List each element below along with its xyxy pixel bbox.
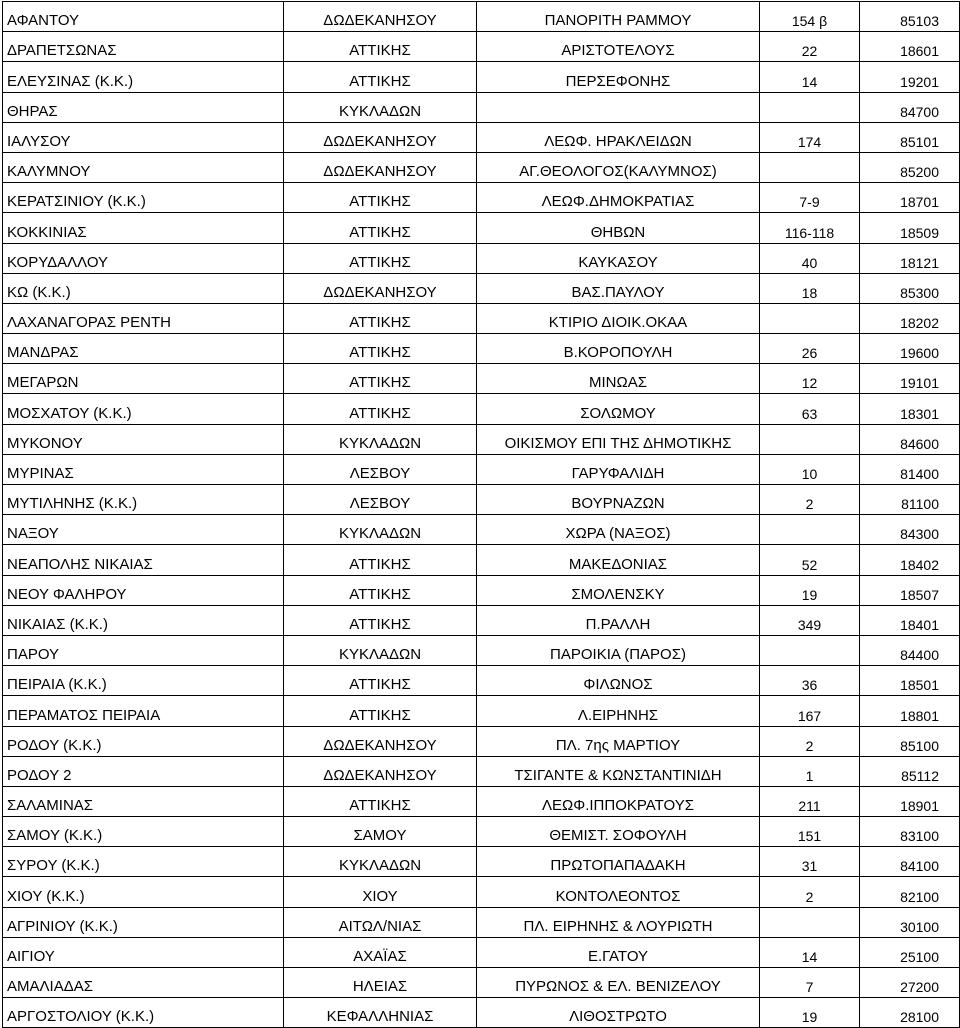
cell-prefecture: ΑΤΤΙΚΗΣ: [284, 605, 477, 635]
cell-street: ΣΜΟΛΕΝΣΚΥ: [477, 575, 760, 605]
cell-zip: 18601: [860, 32, 960, 62]
cell-street: ΒΟΥΡΝΑΖΩΝ: [477, 485, 760, 515]
cell-number: [760, 515, 860, 545]
table-row: [3, 273, 960, 303]
table-row: [3, 726, 960, 756]
cell-street: ΛΕΩΦ.ΔΗΜΟΚΡΑΤΙΑΣ: [477, 183, 760, 213]
cell-zip: 85112: [860, 756, 960, 786]
cell-prefecture: ΑΤΤΙΚΗΣ: [284, 243, 477, 273]
cell-number: 2: [760, 485, 860, 515]
cell-prefecture: ΚΕΦΑΛΛΗΝΙΑΣ: [284, 998, 477, 1028]
cell-street: ΠΕΡΣΕΦΟΝΗΣ: [477, 62, 760, 92]
cell-street: ΚΑΥΚΑΣΟΥ: [477, 243, 760, 273]
cell-zip: 18801: [860, 696, 960, 726]
cell-street: ΜΙΝΩΑΣ: [477, 364, 760, 394]
cell-area: ΝΕΑΠΟΛΗΣ ΝΙΚΑΙΑΣ: [3, 545, 284, 575]
cell-number: 2: [760, 726, 860, 756]
cell-zip: 84700: [860, 92, 960, 122]
cell-number: 31: [760, 847, 860, 877]
cell-zip: 85300: [860, 273, 960, 303]
cell-street: ΤΣΙΓΑΝΤΕ & ΚΩΝΣΤΑΝΤΙΝΙΔΗ: [477, 756, 760, 786]
cell-zip: 84600: [860, 424, 960, 454]
cell-number: 12: [760, 364, 860, 394]
cell-area: ΜΑΝΔΡΑΣ: [3, 334, 284, 364]
table-row: [3, 666, 960, 696]
table-row: [3, 424, 960, 454]
table-row: [3, 122, 960, 152]
cell-zip: 18301: [860, 394, 960, 424]
cell-prefecture: ΧΙΟΥ: [284, 877, 477, 907]
cell-zip: 18509: [860, 213, 960, 243]
table-row: [3, 907, 960, 937]
cell-street: ΘΗΒΩΝ: [477, 213, 760, 243]
cell-area: ΡΟΔΟΥ (Κ.Κ.): [3, 726, 284, 756]
cell-prefecture: ΚΥΚΛΑΔΩΝ: [284, 635, 477, 665]
cell-number: [760, 424, 860, 454]
cell-number: [760, 152, 860, 182]
table-row: [3, 334, 960, 364]
cell-zip: 19201: [860, 62, 960, 92]
cell-prefecture: ΑΤΤΙΚΗΣ: [284, 62, 477, 92]
cell-street: ΠΑΝΟΡΙΤΗ ΡΑΜΜΟΥ: [477, 2, 760, 32]
cell-area: ΕΛΕΥΣΙΝΑΣ (Κ.Κ.): [3, 62, 284, 92]
cell-street: ΟΙΚΙΣΜΟΥ ΕΠΙ ΤΗΣ ΔΗΜΟΤΙΚΗΣ: [477, 424, 760, 454]
table-row: [3, 545, 960, 575]
cell-zip: 84400: [860, 635, 960, 665]
cell-street: ΘΕΜΙΣΤ. ΣΟΦΟΥΛΗ: [477, 817, 760, 847]
cell-prefecture: ΑΤΤΙΚΗΣ: [284, 545, 477, 575]
cell-number: [760, 635, 860, 665]
cell-area: ΣΑΛΑΜΙΝΑΣ: [3, 786, 284, 816]
cell-number: 10: [760, 454, 860, 484]
cell-prefecture: ΑΤΤΙΚΗΣ: [284, 666, 477, 696]
cell-number: 116-118: [760, 213, 860, 243]
cell-prefecture: ΛΕΣΒΟΥ: [284, 454, 477, 484]
cell-street: ΚΟΝΤΟΛΕΟΝΤΟΣ: [477, 877, 760, 907]
cell-number: 19: [760, 998, 860, 1028]
cell-street: ΠΡΩΤΟΠΑΠΑΔΑΚΗ: [477, 847, 760, 877]
cell-zip: 85101: [860, 122, 960, 152]
cell-number: 1: [760, 756, 860, 786]
cell-area: ΝΕΟΥ ΦΑΛΗΡΟΥ: [3, 575, 284, 605]
cell-area: ΚΑΛΥΜΝΟΥ: [3, 152, 284, 182]
cell-area: ΛΑΧΑΝΑΓΟΡΑΣ ΡΕΝΤΗ: [3, 303, 284, 333]
cell-zip: 18901: [860, 786, 960, 816]
cell-number: 22: [760, 32, 860, 62]
cell-street: ΠΛ. 7ης ΜΑΡΤΙΟΥ: [477, 726, 760, 756]
cell-prefecture: ΑΤΤΙΚΗΣ: [284, 394, 477, 424]
cell-zip: 84100: [860, 847, 960, 877]
cell-street: ΜΑΚΕΔΟΝΙΑΣ: [477, 545, 760, 575]
cell-zip: 83100: [860, 817, 960, 847]
cell-street: ΛΕΩΦ.ΙΠΠΟΚΡΑΤΟΥΣ: [477, 786, 760, 816]
table-row: [3, 968, 960, 998]
cell-prefecture: ΣΑΜΟΥ: [284, 817, 477, 847]
table-row: [3, 152, 960, 182]
cell-area: ΝΑΞΟΥ: [3, 515, 284, 545]
cell-street: Ε.ΓΑΤΟΥ: [477, 937, 760, 967]
cell-zip: 18501: [860, 666, 960, 696]
table-row: [3, 605, 960, 635]
cell-number: 349: [760, 605, 860, 635]
cell-prefecture: ΑΤΤΙΚΗΣ: [284, 334, 477, 364]
cell-prefecture: ΚΥΚΛΑΔΩΝ: [284, 92, 477, 122]
cell-prefecture: ΛΕΣΒΟΥ: [284, 485, 477, 515]
cell-prefecture: ΔΩΔΕΚΑΝΗΣΟΥ: [284, 152, 477, 182]
cell-street: ΠΥΡΩΝΟΣ & ΕΛ. ΒΕΝΙΖΕΛΟΥ: [477, 968, 760, 998]
cell-zip: 19101: [860, 364, 960, 394]
table-row: [3, 515, 960, 545]
cell-number: 211: [760, 786, 860, 816]
cell-prefecture: ΑΤΤΙΚΗΣ: [284, 303, 477, 333]
cell-street: ΠΑΡΟΙΚΙΑ (ΠΑΡΟΣ): [477, 635, 760, 665]
cell-area: ΜΥΤΙΛΗΝΗΣ (Κ.Κ.): [3, 485, 284, 515]
cell-prefecture: ΑΤΤΙΚΗΣ: [284, 696, 477, 726]
cell-area: ΜΕΓΑΡΩΝ: [3, 364, 284, 394]
cell-number: 7-9: [760, 183, 860, 213]
cell-number: [760, 303, 860, 333]
cell-number: 154 β: [760, 2, 860, 32]
cell-street: ΦΙΛΩΝΟΣ: [477, 666, 760, 696]
cell-area: ΠΑΡΟΥ: [3, 635, 284, 665]
cell-prefecture: ΑΤΤΙΚΗΣ: [284, 575, 477, 605]
cell-number: 40: [760, 243, 860, 273]
cell-number: [760, 92, 860, 122]
cell-zip: 84300: [860, 515, 960, 545]
cell-zip: 18701: [860, 183, 960, 213]
cell-zip: 28100: [860, 998, 960, 1028]
table-row: [3, 213, 960, 243]
cell-area: ΚΟΡΥΔΑΛΛΟΥ: [3, 243, 284, 273]
cell-area: ΘΗΡΑΣ: [3, 92, 284, 122]
cell-number: 151: [760, 817, 860, 847]
cell-prefecture: ΚΥΚΛΑΔΩΝ: [284, 847, 477, 877]
cell-street: ΒΑΣ.ΠΑΥΛΟΥ: [477, 273, 760, 303]
cell-area: ΚΟΚΚΙΝΙΑΣ: [3, 213, 284, 243]
cell-prefecture: ΚΥΚΛΑΔΩΝ: [284, 515, 477, 545]
table-row: [3, 92, 960, 122]
table-row: [3, 817, 960, 847]
cell-area: ΧΙΟΥ (Κ.Κ.): [3, 877, 284, 907]
cell-prefecture: ΑΧΑΪΑΣ: [284, 937, 477, 967]
cell-number: 14: [760, 937, 860, 967]
cell-street: ΛΕΩΦ. ΗΡΑΚΛΕΙΔΩΝ: [477, 122, 760, 152]
cell-zip: 85100: [860, 726, 960, 756]
cell-number: 14: [760, 62, 860, 92]
cell-zip: 27200: [860, 968, 960, 998]
cell-prefecture: ΑΤΤΙΚΗΣ: [284, 183, 477, 213]
cell-area: ΑΜΑΛΙΑΔΑΣ: [3, 968, 284, 998]
cell-area: ΑΓΡΙΝΙΟΥ (Κ.Κ.): [3, 907, 284, 937]
cell-area: ΡΟΔΟΥ 2: [3, 756, 284, 786]
cell-zip: 18121: [860, 243, 960, 273]
cell-zip: 85200: [860, 152, 960, 182]
table-row: [3, 243, 960, 273]
cell-zip: 85103: [860, 2, 960, 32]
cell-number: 36: [760, 666, 860, 696]
cell-street: ΧΩΡΑ (ΝΑΞΟΣ): [477, 515, 760, 545]
table-row: [3, 364, 960, 394]
table-row: [3, 847, 960, 877]
table-row: [3, 32, 960, 62]
table-row: [3, 696, 960, 726]
table-row: [3, 635, 960, 665]
cell-zip: 81100: [860, 485, 960, 515]
cell-prefecture: ΔΩΔΕΚΑΝΗΣΟΥ: [284, 726, 477, 756]
cell-zip: 81400: [860, 454, 960, 484]
cell-area: ΜΥΡΙΝΑΣ: [3, 454, 284, 484]
cell-street: [477, 92, 760, 122]
cell-area: ΑΙΓΙΟΥ: [3, 937, 284, 967]
cell-area: ΙΑΛΥΣΟΥ: [3, 122, 284, 152]
cell-street: ΣΟΛΩΜΟΥ: [477, 394, 760, 424]
cell-area: ΔΡΑΠΕΤΣΩΝΑΣ: [3, 32, 284, 62]
cell-prefecture: ΔΩΔΕΚΑΝΗΣΟΥ: [284, 2, 477, 32]
cell-street: ΛΙΘΟΣΤΡΩΤΟ: [477, 998, 760, 1028]
table-row: [3, 62, 960, 92]
table-row: [3, 756, 960, 786]
table-row: [3, 454, 960, 484]
cell-zip: 18202: [860, 303, 960, 333]
cell-prefecture: ΑΤΤΙΚΗΣ: [284, 364, 477, 394]
cell-area: ΑΦΑΝΤΟΥ: [3, 2, 284, 32]
cell-prefecture: ΑΤΤΙΚΗΣ: [284, 213, 477, 243]
address-table: [2, 1, 960, 1028]
table-row: [3, 998, 960, 1028]
table-row: [3, 937, 960, 967]
cell-number: 26: [760, 334, 860, 364]
table-row: [3, 303, 960, 333]
cell-number: [760, 907, 860, 937]
address-table-body: [3, 2, 960, 1028]
cell-prefecture: ΚΥΚΛΑΔΩΝ: [284, 424, 477, 454]
cell-area: ΚΩ (Κ.Κ.): [3, 273, 284, 303]
cell-zip: 18401: [860, 605, 960, 635]
cell-number: 7: [760, 968, 860, 998]
table-row: [3, 575, 960, 605]
table-row: [3, 2, 960, 32]
cell-number: 167: [760, 696, 860, 726]
cell-street: Β.ΚΟΡΟΠΟΥΛΗ: [477, 334, 760, 364]
table-row: [3, 877, 960, 907]
cell-prefecture: ΔΩΔΕΚΑΝΗΣΟΥ: [284, 273, 477, 303]
cell-number: 2: [760, 877, 860, 907]
cell-street: ΑΓ.ΘΕΟΛΟΓΟΣ(ΚΑΛΥΜΝΟΣ): [477, 152, 760, 182]
cell-number: 63: [760, 394, 860, 424]
cell-area: ΣΑΜΟΥ (Κ.Κ.): [3, 817, 284, 847]
cell-area: ΠΕΡΑΜΑΤΟΣ ΠΕΙΡΑΙΑ: [3, 696, 284, 726]
cell-prefecture: ΑΤΤΙΚΗΣ: [284, 786, 477, 816]
cell-street: ΚΤΙΡΙΟ ΔΙΟΙΚ.ΟΚΑΑ: [477, 303, 760, 333]
table-row: [3, 183, 960, 213]
cell-zip: 30100: [860, 907, 960, 937]
cell-area: ΠΕΙΡΑΙΑ (Κ.Κ.): [3, 666, 284, 696]
cell-area: ΣΥΡΟΥ (Κ.Κ.): [3, 847, 284, 877]
cell-number: 18: [760, 273, 860, 303]
cell-area: ΝΙΚΑΙΑΣ (Κ.Κ.): [3, 605, 284, 635]
cell-number: 174: [760, 122, 860, 152]
cell-street: ΑΡΙΣΤΟΤΕΛΟΥΣ: [477, 32, 760, 62]
cell-number: 19: [760, 575, 860, 605]
cell-street: ΓΑΡΥΦΑΛΙΔΗ: [477, 454, 760, 484]
cell-street: ΠΛ. ΕΙΡΗΝΗΣ & ΛΟΥΡΙΩΤΗ: [477, 907, 760, 937]
cell-street: Λ.ΕΙΡΗΝΗΣ: [477, 696, 760, 726]
table-row: [3, 786, 960, 816]
cell-number: 52: [760, 545, 860, 575]
cell-zip: 25100: [860, 937, 960, 967]
cell-area: ΚΕΡΑΤΣΙΝΙΟΥ (Κ.Κ.): [3, 183, 284, 213]
cell-prefecture: ΔΩΔΕΚΑΝΗΣΟΥ: [284, 756, 477, 786]
cell-prefecture: ΔΩΔΕΚΑΝΗΣΟΥ: [284, 122, 477, 152]
cell-prefecture: ΑΤΤΙΚΗΣ: [284, 32, 477, 62]
table-row: [3, 394, 960, 424]
cell-prefecture: ΗΛΕΙΑΣ: [284, 968, 477, 998]
cell-zip: 18402: [860, 545, 960, 575]
cell-zip: 82100: [860, 877, 960, 907]
cell-zip: 19600: [860, 334, 960, 364]
cell-prefecture: ΑΙΤΩΛ/ΝΙΑΣ: [284, 907, 477, 937]
table-row: [3, 485, 960, 515]
cell-area: ΜΥΚΟΝΟΥ: [3, 424, 284, 454]
cell-area: ΜΟΣΧΑΤΟΥ (Κ.Κ.): [3, 394, 284, 424]
cell-area: ΑΡΓΟΣΤΟΛΙΟΥ (Κ.Κ.): [3, 998, 284, 1028]
cell-street: Π.ΡΑΛΛΗ: [477, 605, 760, 635]
cell-zip: 18507: [860, 575, 960, 605]
